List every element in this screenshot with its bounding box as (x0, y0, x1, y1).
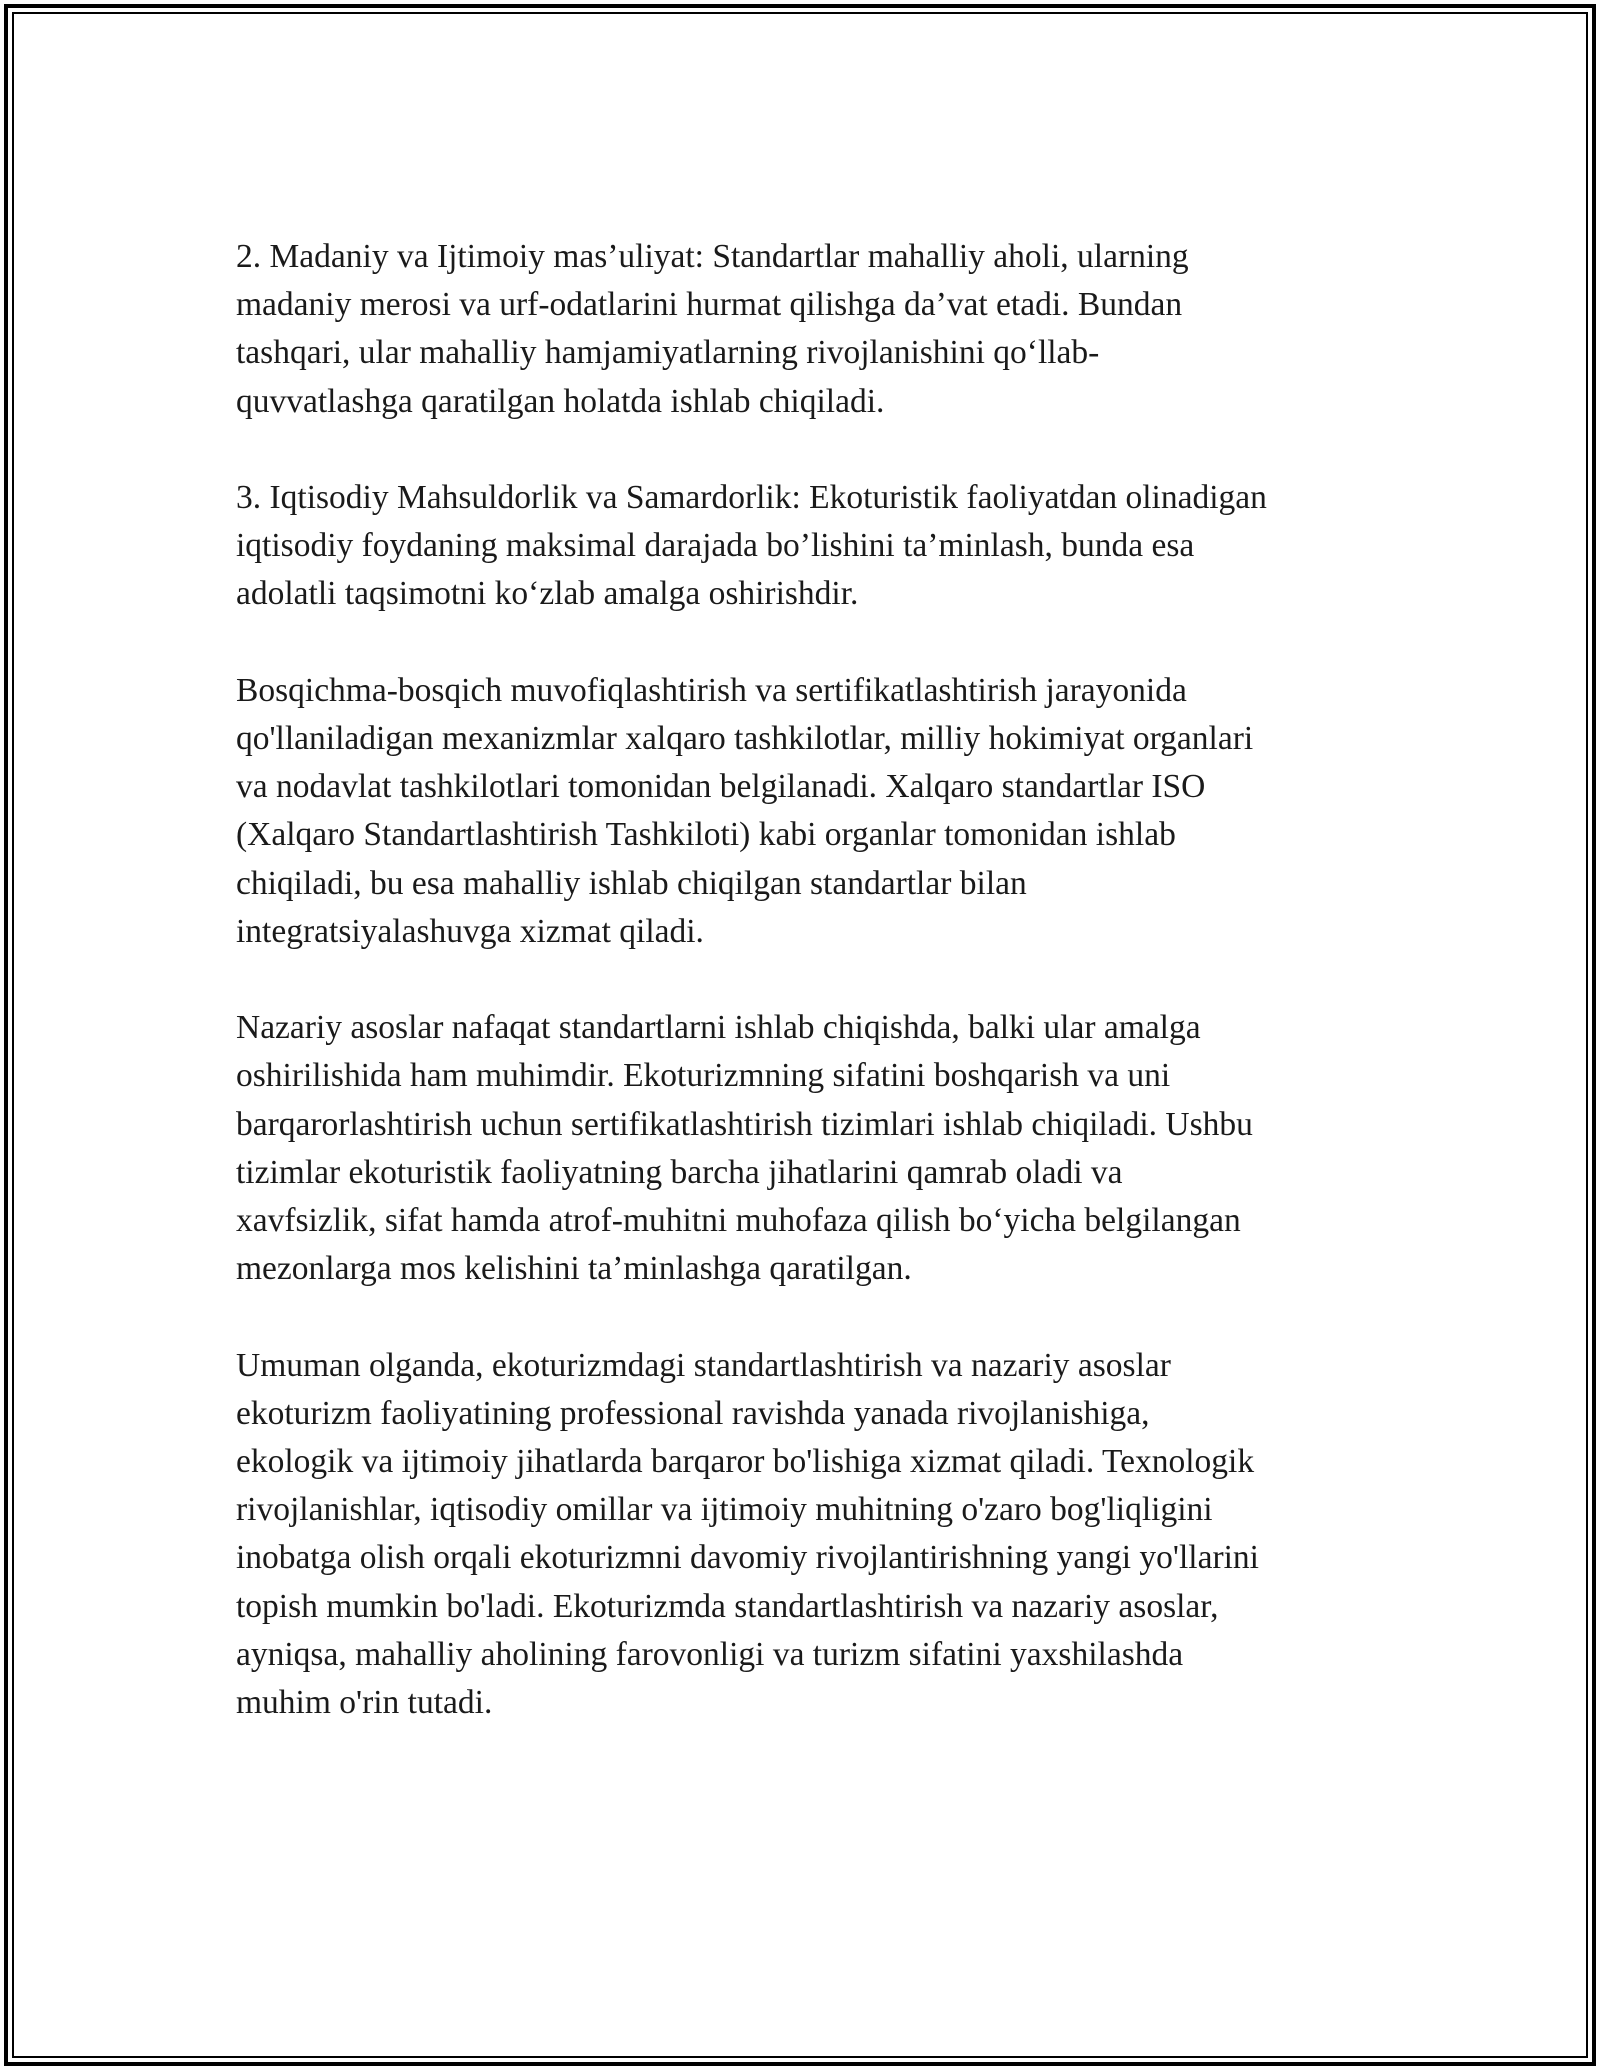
paragraph-conclusion: Umuman olganda, ekoturizmdagi standartlashtirish va nazariy asoslar ekoturizm faoliyatining professional ravishda yanada rivojlanishiga, ekologik va ijtimoiy jihatlarda barqaror bo'lishiga xizmat qiladi. Texnologik rivojlanishlar, iqtisodiy omillar va ijtimoiy muhitning o'zaro bog'liqligini inobatga olish orqali ekoturizmni davomiy rivojlantirishning yangi yo'llarini topish mumkin bo'ladi. Ekoturizmda standartlashtirish va nazariy asoslar, ayniqsa, mahalliy aholining farovonligi va turizm sifatini yaxshilashda muhim o'rin tutadi. (236, 1346, 1259, 1722)
paragraph-theoretical-foundations: Nazariy asoslar nafaqat standartlarni ishlab chiqishda, balki ular amalga oshirilishida ham muhimdir. Ekoturizmning sifatini boshqarish va uni barqarorlashtirish uchun sertifikatlashtirish tizimlari ishlab chiqiladi. Ushbu tizimlar ekoturistik faoliyatning barcha jihatlarini qamrab oladi va xavfsizlik, sifat hamda atrof-muhitni muhofaza qilish bo‘yicha belgilangan mezonlarga mos kelishini ta’minlashga qaratilgan. (236, 1009, 1253, 1288)
document-body (236, 233, 1366, 1775)
paragraph-economic-efficiency: 3. Iqtisodiy Mahsuldorlik va Samardorlik: Ekoturistik faoliyatdan olinadigan iqtisodiy foydaning maksimal darajada bo’lishini ta’minlash, bunda esa adolatli taqsimotni ko‘zlab amalga oshirishdir. (236, 479, 1267, 613)
paragraph-certification-mechanisms: Bosqichma-bosqich muvofiqlashtirish va sertifikatlashtirish jarayonida qo'llaniladigan mexanizmlar xalqaro tashkilotlar, milliy hokimiyat organlari va nodavlat tashkilotlari tomonidan belgilanadi. Xalqaro standartlar ISO (Xalqaro Standartlashtirish Tashkiloti) kabi organlar tomonidan ishlab chiqiladi, bu esa mahalliy ishlab chiqilgan standartlar bilan integratsiyalashuvga xizmat qiladi. (236, 671, 1254, 950)
paragraph-cultural-responsibility: 2. Madaniy va Ijtimoiy mas’uliyat: Standartlar mahalliy aholi, ularning madaniy merosi va urf-odatlarini hurmat qilishga da’vat etadi. Bundan tashqari, ular mahalliy hamjamiyatlarning rivojlanishini qo‘llab- quvvatlashga qaratilgan holatda ishlab chiqiladi. (236, 238, 1189, 420)
